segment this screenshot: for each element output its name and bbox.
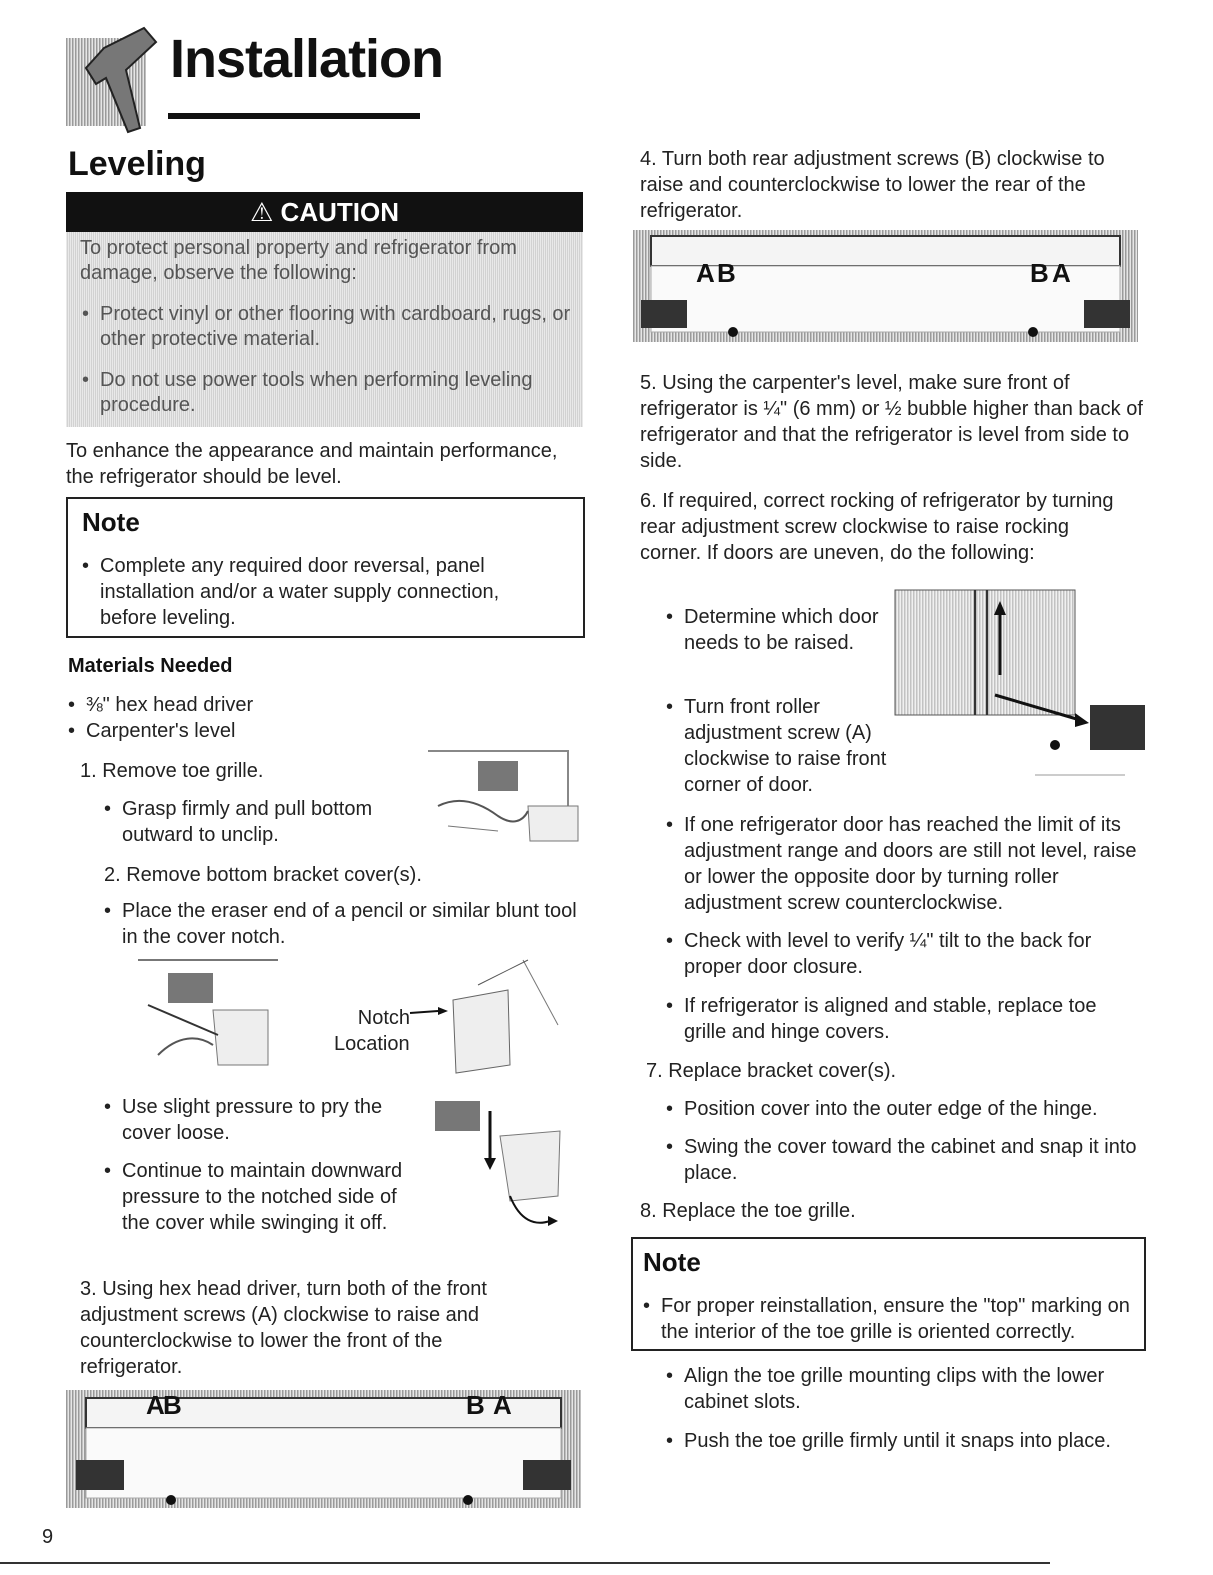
note-box xyxy=(66,497,585,638)
step-8b: • Push the toe grille firmly until it snaps into place. xyxy=(684,1428,1144,1454)
step-1: 1. Remove toe grille. xyxy=(80,760,264,782)
caution-item: • Protect vinyl or other flooring with cardboard, rugs, or other protective material. xyxy=(82,303,571,350)
label-a: A xyxy=(1052,258,1071,288)
step-1a: • Grasp firmly and pull bottom outward to unclip. xyxy=(122,796,402,848)
caution-header: ⚠ CAUTION xyxy=(66,192,583,232)
step-2c: • Continue to maintain downward pressure to the notched side of the cover while swinging it off. xyxy=(122,1158,422,1236)
door-roller-illustration xyxy=(895,585,1150,795)
toe-grille-removal-illustration xyxy=(418,746,588,846)
bracket-cover-removal-illustration xyxy=(118,955,298,1080)
step-6: 6. If required, correct rocking of refrigerator by turning rear adjustment screw clockwise to raise rocking corner. If doors are uneven, do the following: xyxy=(640,490,1114,564)
notch-label: Notch xyxy=(357,1007,410,1029)
caution-item: • Do not use power tools when performing leveling procedure. xyxy=(82,369,533,416)
bottom-rule xyxy=(0,1562,1050,1564)
step-6d: • Check with level to verify ¼" tilt to the back for proper door closure. xyxy=(684,928,1144,980)
step-6a: • Determine which door needs to be raised. xyxy=(684,604,884,656)
step-2b: • Use slight pressure to pry the cover loose. xyxy=(122,1094,422,1146)
notch-location-illustration xyxy=(398,955,568,1080)
step-3: 3. Using hex head driver, turn both of the front adjustment screws (A) clockwise to raise and counterclockwise to lower the front of the refrigerator. xyxy=(80,1278,487,1378)
label-b: B xyxy=(466,1390,485,1420)
note-heading: Note xyxy=(643,1247,701,1277)
note-box xyxy=(631,1237,1146,1351)
caution-intro: To protect personal property and refrigerator from damage, observe the following: xyxy=(80,237,517,284)
step-6b: • Turn front roller adjustment screw (A) clockwise to raise front corner of door. xyxy=(684,694,899,798)
step-5: 5. Using the carpenter's level, make sure front of refrigerator is ¼" (6 mm) or ½ bubble higher than back of refrigerator and that the refrigerator is level from side to side. xyxy=(640,372,1143,472)
label-b: B xyxy=(163,1390,182,1420)
page-number: 9 xyxy=(42,1526,54,1548)
step-8a: • Align the toe grille mounting clips with the lower cabinet slots. xyxy=(684,1363,1144,1415)
step-2a: • Place the eraser end of a pencil or similar blunt tool in the cover notch. xyxy=(122,898,582,950)
label-a: A xyxy=(493,1390,512,1420)
step-7: 7. Replace bracket cover(s). xyxy=(646,1060,897,1082)
label-b: B xyxy=(717,258,736,288)
materials-item: • ⅜" hex head driver xyxy=(86,692,253,718)
cover-swing-illustration xyxy=(430,1096,570,1236)
intro-text: To enhance the appearance and maintain performance, the refrigerator should be level. xyxy=(66,440,558,488)
note-item: • For proper reinstallation, ensure the "top" marking on the interior of the toe grille is oriented correctly. xyxy=(661,1293,1133,1345)
step-8: 8. Replace the toe grille. xyxy=(640,1200,856,1222)
label-a: A xyxy=(146,1390,165,1420)
materials-item: • Carpenter's level xyxy=(86,718,235,744)
note-heading: Note xyxy=(82,507,140,537)
caution-box xyxy=(66,232,583,427)
step-6e: • If refrigerator is aligned and stable, replace toe grille and hinge covers. xyxy=(684,993,1144,1045)
section-title: Leveling xyxy=(68,145,206,183)
page-title: Installation xyxy=(170,29,444,89)
note-item: • Complete any required door reversal, panel installation and/or a water supply connection, before leveling. xyxy=(100,553,550,631)
wrench-icon xyxy=(66,28,162,136)
location-label: Location xyxy=(334,1033,410,1055)
label-a: A xyxy=(696,258,715,288)
step-4: 4. Turn both rear adjustment screws (B) clockwise to raise and counterclockwise to lower the rear of the refrigerator. xyxy=(640,148,1105,222)
title-underline xyxy=(168,113,420,119)
step-6c: • If one refrigerator door has reached the limit of its adjustment range and doors are still not level, raise or lower the opposite door by turning roller adjustment screw counterclockwise. xyxy=(684,812,1144,916)
step-7a: • Position cover into the outer edge of the hinge. xyxy=(684,1096,1144,1122)
label-b: B xyxy=(1030,258,1049,288)
step-7b: • Swing the cover toward the cabinet and snap it into place. xyxy=(684,1134,1144,1186)
step-2: 2. Remove bottom bracket cover(s). xyxy=(104,864,422,886)
materials-heading: Materials Needed xyxy=(68,655,233,677)
